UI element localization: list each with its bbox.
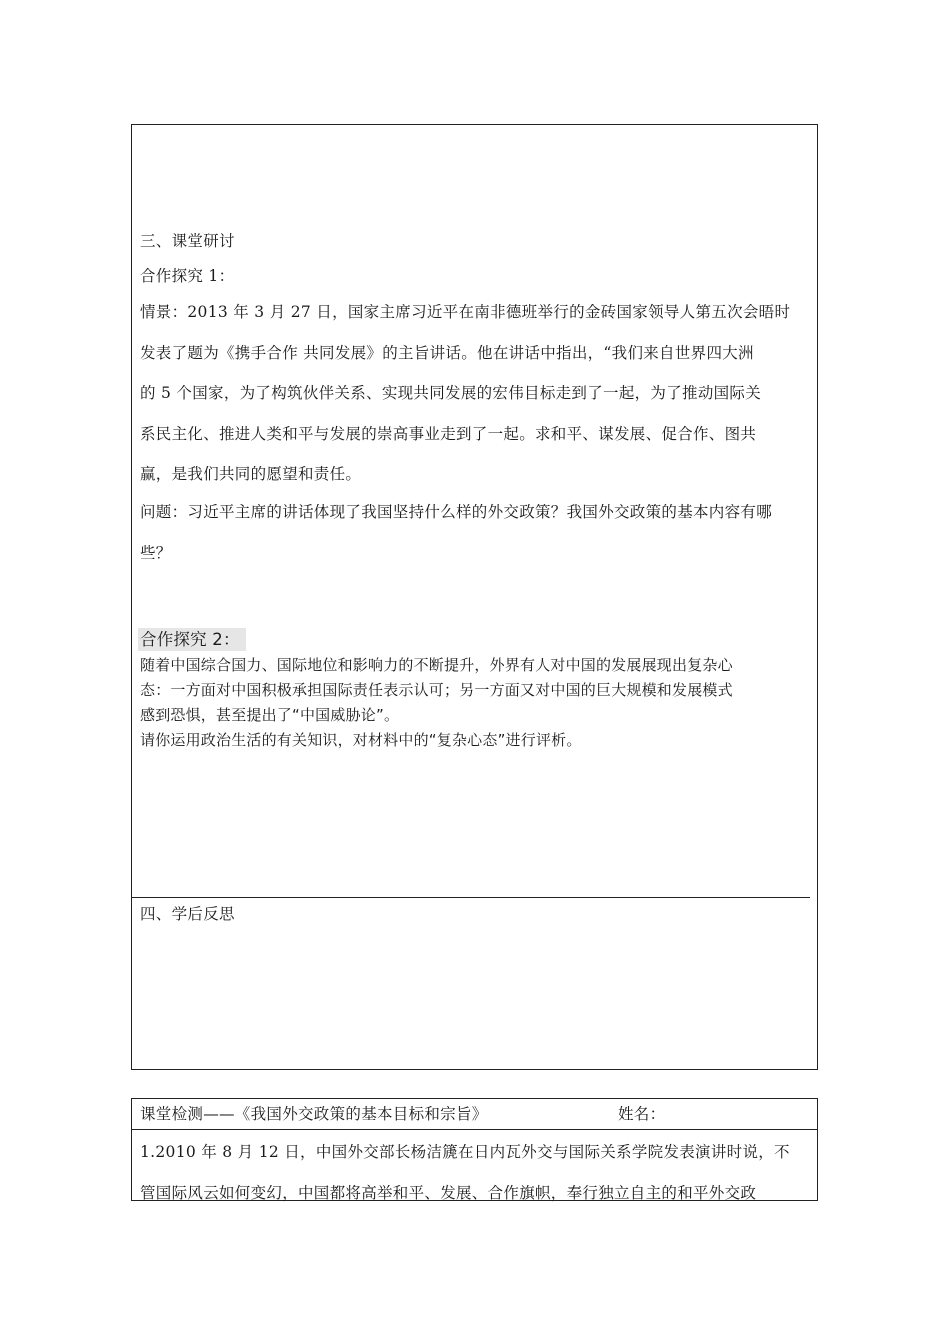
section3-heading: 三、课堂研讨 bbox=[140, 232, 235, 250]
explore1-question-line: 些？ bbox=[140, 544, 172, 562]
explore1-question-line: 问题：习近平主席的讲话体现了我国坚持什么样的外交政策？我国外交政策的基本内容有哪 bbox=[140, 503, 773, 521]
explore1-line: 赢，是我们共同的愿望和责任。 bbox=[140, 465, 362, 483]
explore2-line: 感到恐惧，甚至提出了“中国威胁论”。 bbox=[140, 706, 400, 724]
explore1-line: 的 5 个国家，为了构筑伙伴关系、实现共同发展的宏伟目标走到了一起，为了推动国际关 bbox=[140, 384, 762, 402]
explore1-line: 系民主化、推进人类和平与发展的崇高事业走到了一起。求和平、谋发展、促合作、图共 bbox=[140, 425, 757, 443]
explore2-title: 合作探究 2： bbox=[138, 626, 246, 650]
explore2-line: 随着中国综合国力、国际地位和影响力的不断提升，外界有人对中国的发展展现出复杂心 bbox=[140, 656, 733, 674]
explore2-line: 请你运用政治生活的有关知识，对材料中的“复杂心态”进行评析。 bbox=[140, 731, 582, 749]
explore1-line: 发表了题为《携手合作 共同发展》的主旨讲话。他在讲话中指出，“我们来自世界四大洲 bbox=[140, 344, 754, 362]
quiz-row-divider bbox=[132, 1129, 817, 1130]
section4-heading: 四、学后反思 bbox=[140, 905, 235, 923]
quiz-line: 1.2010 年 8 月 12 日，中国外交部长杨洁篪在日内瓦外交与国际关系学院发表演讲时说，不 bbox=[140, 1143, 790, 1161]
quiz-line: 管国际风云如何变幻，中国都将高举和平、发展、合作旗帜，奉行独立自主的和平外交政 bbox=[140, 1184, 757, 1202]
name-label: 姓名： bbox=[618, 1105, 666, 1123]
explore1-title: 合作探究 1： bbox=[140, 267, 235, 285]
explore2-line: 态：一方面对中国积极承担国际责任表示认可；另一方面又对中国的巨大规模和发展模式 bbox=[140, 681, 733, 699]
quiz-header: 课堂检测——《我国外交政策的基本目标和宗旨》 bbox=[140, 1105, 488, 1123]
explore1-line: 情景：2013 年 3 月 27 日，国家主席习近平在南非德班举行的金砖国家领导人第五次会晤时 bbox=[140, 303, 791, 321]
section-divider bbox=[131, 897, 810, 898]
